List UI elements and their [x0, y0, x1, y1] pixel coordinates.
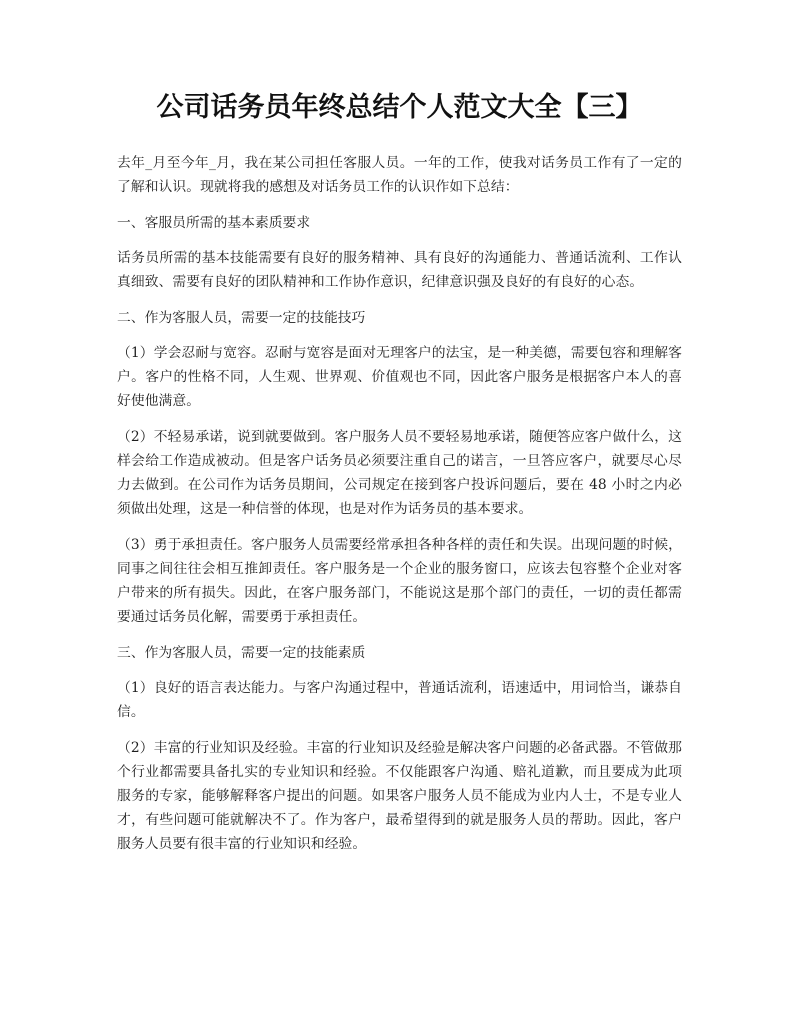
section-3-heading: 三、作为客服人员，需要一定的技能素质	[117, 645, 366, 661]
section-2-heading: 二、作为客服人员，需要一定的技能技巧	[117, 310, 366, 326]
section-2-paragraph-1: （1）学会忍耐与宽容。忍耐与宽容是面对无理客户的法宝，是一种美德，需要包容和理解客户。客户的性格不同，人生观、世界观、价值观也不同，因此客户服务是根据客户本人的喜好使他满意。	[117, 345, 682, 409]
document-title: 公司话务员年终总结个人范文大全【三】	[156, 92, 643, 123]
section-1-paragraph: 话务员所需的基本技能需要有良好的服务精神、具有良好的沟通能力、普通话流利、工作认真细致、需要有良好的团队精神和工作协作意识，纪律意识强及良好的有良好的心态。	[117, 250, 682, 290]
section-3-paragraph-2: （2）丰富的行业知识及经验。丰富的行业知识及经验是解决客户问题的必备武器。不管做那个行业都需要具备扎实的专业知识和经验。不仅能跟客户沟通、赔礼道歉，而且要成为此项服务的专家，能够解释客户提出的问题。如果客户服务人员不能成为业内人士，不是专业人才，有些问题可能就解决不了。作为客户，最希望得到的就是服务人员的帮助。因此，客户服务人员要有很丰富的行业知识和经验。	[117, 740, 682, 852]
section-3-paragraph-1: （1）良好的语言表达能力。与客户沟通过程中，普通话流利，语速适中，用词恰当，谦恭自信。	[117, 680, 682, 720]
section-2-paragraph-3: （3）勇于承担责任。客户服务人员需要经常承担各种各样的责任和失误。出现问题的时候，同事之间往往会相互推卸责任。客户服务是一个企业的服务窗口，应该去包容整个企业对客户带来的所有损失。因此，在客户服务部门，不能说这是那个部门的责任，一切的责任都需要通过话务员化解，需要勇于承担责任。	[117, 537, 682, 625]
intro-paragraph: 去年_月至今年_月，我在某公司担任客服人员。一年的工作，使我对话务员工作有了一定的了解和认识。现就将我的感想及对话务员工作的认识作如下总结：	[117, 155, 682, 195]
document-page	[117, 86, 682, 868]
section-2-paragraph-2: （2）不轻易承诺，说到就要做到。客户服务人员不要轻易地承诺，随便答应客户做什么，这样会给工作造成被动。但是客户话务员必须要注重自己的诺言，一旦答应客户，就要尽心尽力去做到。在公司作为话务员期间，公司规定在接到客户投诉问题后，要在 48 小时之内必须做出处理，这是一种信誉的体现，也是对作为话务员的基本要求。	[117, 429, 682, 517]
section-1-heading: 一、客服员所需的基本素质要求	[117, 215, 311, 231]
